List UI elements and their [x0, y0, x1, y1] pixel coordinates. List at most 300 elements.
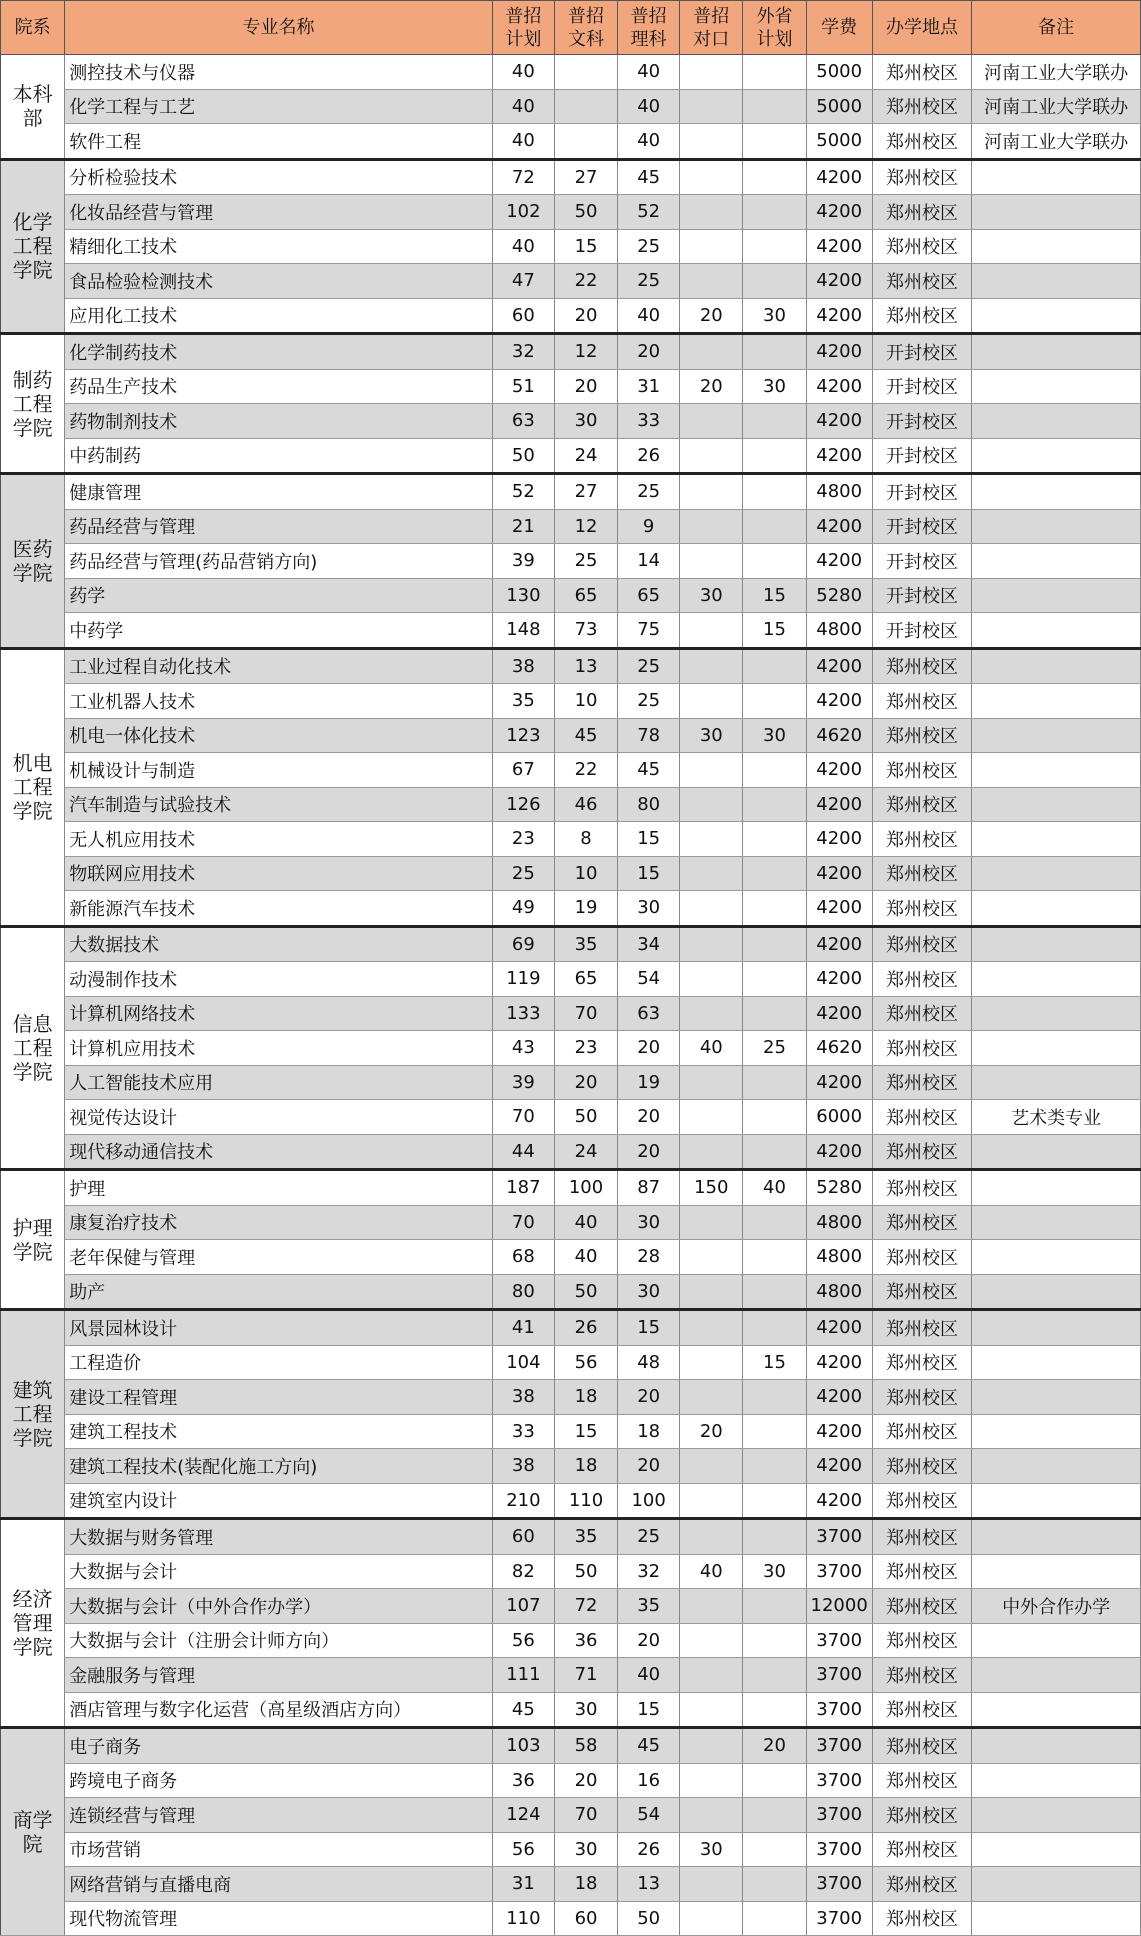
- fee-cell: 4200: [806, 822, 872, 857]
- fee-cell: 3700: [806, 1554, 872, 1589]
- waisheng-cell: [743, 996, 806, 1031]
- duikou-cell: [680, 1867, 743, 1902]
- plan-cell: 31: [492, 1867, 554, 1902]
- note-cell: [972, 474, 1141, 510]
- duikou-cell: [680, 613, 743, 649]
- waisheng-cell: [743, 1623, 806, 1658]
- table-row: [1, 229, 1141, 264]
- major-name-cell: 工程造价: [65, 1345, 493, 1380]
- waisheng-cell: [743, 1449, 806, 1484]
- plan-cell: 69: [492, 926, 554, 962]
- note-cell: [972, 822, 1141, 857]
- major-name-cell: 连锁经营与管理: [65, 1798, 493, 1833]
- plan-cell: 80: [492, 1274, 554, 1310]
- duikou-cell: [680, 1658, 743, 1693]
- table-row: [1, 1134, 1141, 1170]
- like-cell: 48: [618, 1345, 680, 1380]
- table-row: [1, 996, 1141, 1031]
- table-row: [1, 648, 1141, 684]
- wenke-cell: 12: [554, 509, 617, 544]
- wenke-cell: 20: [554, 1065, 617, 1100]
- duikou-cell: [680, 1274, 743, 1310]
- note-cell: [972, 613, 1141, 649]
- fee-cell: 4200: [806, 891, 872, 927]
- note-cell: 河南工业大学联办: [972, 124, 1141, 160]
- fee-cell: 4200: [806, 1380, 872, 1415]
- fee-cell: 4200: [806, 787, 872, 822]
- table-row: [1, 1100, 1141, 1135]
- like-cell: 28: [618, 1240, 680, 1275]
- waisheng-cell: [743, 1205, 806, 1240]
- location-cell: 郑州校区: [872, 1483, 971, 1519]
- wenke-cell: 40: [554, 1205, 617, 1240]
- note-cell: [972, 544, 1141, 579]
- waisheng-cell: [743, 1134, 806, 1170]
- location-cell: 郑州校区: [872, 229, 971, 264]
- plan-cell: 133: [492, 996, 554, 1031]
- plan-cell: 52: [492, 474, 554, 510]
- wenke-cell: 10: [554, 856, 617, 891]
- fee-cell: 4200: [806, 648, 872, 684]
- fee-cell: 4800: [806, 613, 872, 649]
- wenke-cell: 10: [554, 684, 617, 719]
- like-cell: 14: [618, 544, 680, 579]
- location-cell: 郑州校区: [872, 996, 971, 1031]
- major-name-cell: 药物制剂技术: [65, 404, 493, 439]
- fee-cell: 4200: [806, 856, 872, 891]
- dept-label: 医药学院: [12, 536, 53, 585]
- wenke-cell: 23: [554, 1031, 617, 1066]
- plan-cell: 36: [492, 1763, 554, 1798]
- location-cell: 郑州校区: [872, 822, 971, 857]
- fee-cell: 4200: [806, 1483, 872, 1519]
- location-cell: 郑州校区: [872, 1519, 971, 1555]
- location-cell: 开封校区: [872, 474, 971, 510]
- like-cell: 40: [618, 89, 680, 124]
- wenke-cell: 71: [554, 1658, 617, 1693]
- fee-cell: 4200: [806, 1449, 872, 1484]
- duikou-cell: [680, 1205, 743, 1240]
- location-cell: 郑州校区: [872, 1832, 971, 1867]
- location-cell: 郑州校区: [872, 1798, 971, 1833]
- duikou-cell: [680, 684, 743, 719]
- wenke-cell: 72: [554, 1589, 617, 1624]
- fee-cell: 3700: [806, 1658, 872, 1693]
- waisheng-cell: [743, 1763, 806, 1798]
- note-cell: [972, 1414, 1141, 1449]
- wenke-cell: 24: [554, 438, 617, 474]
- waisheng-cell: 30: [743, 718, 806, 753]
- location-cell: 开封校区: [872, 613, 971, 649]
- major-name-cell: 计算机网络技术: [65, 996, 493, 1031]
- waisheng-cell: [743, 1519, 806, 1555]
- major-name-cell: 药品经营与管理(药品营销方向): [65, 544, 493, 579]
- plan-cell: 60: [492, 1519, 554, 1555]
- note-cell: [972, 438, 1141, 474]
- table-row: [1, 1554, 1141, 1589]
- header-waisheng: 外省 计划: [743, 1, 806, 55]
- location-cell: 郑州校区: [872, 1414, 971, 1449]
- like-cell: 30: [618, 1274, 680, 1310]
- wenke-cell: 50: [554, 1274, 617, 1310]
- note-cell: [972, 926, 1141, 962]
- duikou-cell: [680, 926, 743, 962]
- waisheng-cell: 15: [743, 613, 806, 649]
- waisheng-cell: [743, 89, 806, 124]
- major-name-cell: 新能源汽车技术: [65, 891, 493, 927]
- like-cell: 40: [618, 1658, 680, 1693]
- waisheng-cell: [743, 926, 806, 962]
- note-cell: [972, 509, 1141, 544]
- note-cell: [972, 334, 1141, 370]
- location-cell: 郑州校区: [872, 891, 971, 927]
- wenke-cell: 15: [554, 229, 617, 264]
- fee-cell: 4200: [806, 996, 872, 1031]
- major-name-cell: 药品经营与管理: [65, 509, 493, 544]
- like-cell: 30: [618, 891, 680, 927]
- wenke-cell: 35: [554, 1519, 617, 1555]
- note-cell: [972, 578, 1141, 613]
- duikou-cell: 40: [680, 1031, 743, 1066]
- like-cell: 15: [618, 1310, 680, 1346]
- wenke-cell: 20: [554, 369, 617, 404]
- location-cell: 郑州校区: [872, 124, 971, 160]
- header-major: 专业名称: [65, 1, 493, 55]
- table-row: [1, 1867, 1141, 1902]
- wenke-cell: 26: [554, 1310, 617, 1346]
- dept-label: 商学院: [12, 1808, 53, 1856]
- duikou-cell: [680, 264, 743, 299]
- duikou-cell: [680, 89, 743, 124]
- fee-cell: 4200: [806, 369, 872, 404]
- dept-label: 信息工程学院: [12, 1011, 53, 1084]
- like-cell: 15: [618, 1692, 680, 1728]
- plan-cell: 39: [492, 544, 554, 579]
- table-row: [1, 613, 1141, 649]
- duikou-cell: [680, 229, 743, 264]
- location-cell: 开封校区: [872, 369, 971, 404]
- duikou-cell: [680, 1134, 743, 1170]
- waisheng-cell: [743, 55, 806, 90]
- wenke-cell: 20: [554, 298, 617, 334]
- note-cell: 艺术类专业: [972, 1100, 1141, 1135]
- table-header: [1, 1, 1141, 55]
- major-name-cell: 人工智能技术应用: [65, 1065, 493, 1100]
- table-row: [1, 856, 1141, 891]
- fee-cell: 3700: [806, 1798, 872, 1833]
- wenke-cell: 27: [554, 159, 617, 195]
- like-cell: 25: [618, 264, 680, 299]
- waisheng-cell: [743, 195, 806, 230]
- dept-cell: [1, 334, 65, 474]
- header-dept: 院系: [1, 1, 65, 55]
- header-note: 备注: [972, 1, 1141, 55]
- table-row: [1, 1274, 1141, 1310]
- major-name-cell: 测控技术与仪器: [65, 55, 493, 90]
- wenke-cell: 24: [554, 1134, 617, 1170]
- major-name-cell: 网络营销与直播电商: [65, 1867, 493, 1902]
- location-cell: 郑州校区: [872, 1345, 971, 1380]
- major-name-cell: 精细化工技术: [65, 229, 493, 264]
- dept-label: 制药工程学院: [12, 367, 53, 440]
- duikou-cell: [680, 787, 743, 822]
- plan-cell: 49: [492, 891, 554, 927]
- like-cell: 32: [618, 1554, 680, 1589]
- note-cell: [972, 1240, 1141, 1275]
- note-cell: [972, 1065, 1141, 1100]
- wenke-cell: 27: [554, 474, 617, 510]
- major-name-cell: 建设工程管理: [65, 1380, 493, 1415]
- waisheng-cell: [743, 404, 806, 439]
- dept-cell: [1, 926, 65, 1170]
- duikou-cell: 150: [680, 1170, 743, 1206]
- note-cell: [972, 1901, 1141, 1936]
- plan-cell: 123: [492, 718, 554, 753]
- table-row: [1, 1728, 1141, 1764]
- fee-cell: 3700: [806, 1519, 872, 1555]
- note-cell: [972, 1205, 1141, 1240]
- waisheng-cell: [743, 1832, 806, 1867]
- dept-label: 化学工程学院: [12, 210, 53, 283]
- waisheng-cell: [743, 1658, 806, 1693]
- waisheng-cell: 30: [743, 1554, 806, 1589]
- table-body: [1, 55, 1141, 1936]
- note-cell: [972, 1031, 1141, 1066]
- duikou-cell: 20: [680, 1414, 743, 1449]
- major-name-cell: 金融服务与管理: [65, 1658, 493, 1693]
- table-row: [1, 1380, 1141, 1415]
- major-name-cell: 工业机器人技术: [65, 684, 493, 719]
- duikou-cell: [680, 1240, 743, 1275]
- like-cell: 40: [618, 298, 680, 334]
- plan-cell: 103: [492, 1728, 554, 1764]
- duikou-cell: [680, 1763, 743, 1798]
- location-cell: 郑州校区: [872, 648, 971, 684]
- waisheng-cell: 15: [743, 578, 806, 613]
- fee-cell: 12000: [806, 1589, 872, 1624]
- duikou-cell: [680, 195, 743, 230]
- table-row: [1, 195, 1141, 230]
- header-fee: 学费: [806, 1, 872, 55]
- dept-label: 护理学院: [12, 1215, 53, 1264]
- like-cell: 16: [618, 1763, 680, 1798]
- fee-cell: 4800: [806, 1240, 872, 1275]
- waisheng-cell: [743, 648, 806, 684]
- like-cell: 100: [618, 1483, 680, 1519]
- location-cell: 郑州校区: [872, 159, 971, 195]
- plan-cell: 82: [492, 1554, 554, 1589]
- major-name-cell: 化妆品经营与管理: [65, 195, 493, 230]
- waisheng-cell: [743, 684, 806, 719]
- duikou-cell: [680, 1345, 743, 1380]
- like-cell: 52: [618, 195, 680, 230]
- waisheng-cell: [743, 1065, 806, 1100]
- major-name-cell: 分析检验技术: [65, 159, 493, 195]
- table-row: [1, 1763, 1141, 1798]
- location-cell: 郑州校区: [872, 684, 971, 719]
- waisheng-cell: 25: [743, 1031, 806, 1066]
- waisheng-cell: [743, 1414, 806, 1449]
- like-cell: 45: [618, 753, 680, 788]
- plan-cell: 35: [492, 684, 554, 719]
- plan-cell: 70: [492, 1100, 554, 1135]
- plan-cell: 40: [492, 124, 554, 160]
- major-name-cell: 应用化工技术: [65, 298, 493, 334]
- like-cell: 20: [618, 1449, 680, 1484]
- plan-cell: 40: [492, 55, 554, 90]
- location-cell: 郑州校区: [872, 1589, 971, 1624]
- waisheng-cell: [743, 1240, 806, 1275]
- major-name-cell: 物联网应用技术: [65, 856, 493, 891]
- note-cell: [972, 404, 1141, 439]
- location-cell: 郑州校区: [872, 1449, 971, 1484]
- location-cell: 郑州校区: [872, 926, 971, 962]
- major-name-cell: 汽车制造与试验技术: [65, 787, 493, 822]
- note-cell: [972, 891, 1141, 927]
- table-row: [1, 509, 1141, 544]
- wenke-cell: 36: [554, 1623, 617, 1658]
- table-row: [1, 1065, 1141, 1100]
- location-cell: 郑州校区: [872, 856, 971, 891]
- fee-cell: 5000: [806, 55, 872, 90]
- plan-cell: 60: [492, 298, 554, 334]
- plan-cell: 41: [492, 1310, 554, 1346]
- fee-cell: 4200: [806, 753, 872, 788]
- table-row: [1, 1589, 1141, 1624]
- duikou-cell: [680, 962, 743, 997]
- plan-cell: 32: [492, 334, 554, 370]
- wenke-cell: 50: [554, 1100, 617, 1135]
- note-cell: 河南工业大学联办: [972, 55, 1141, 90]
- dept-label: 本科部: [12, 82, 53, 131]
- table-row: [1, 55, 1141, 90]
- like-cell: 65: [618, 578, 680, 613]
- fee-cell: 4200: [806, 1345, 872, 1380]
- fee-cell: 4200: [806, 1310, 872, 1346]
- plan-cell: 68: [492, 1240, 554, 1275]
- fee-cell: 3700: [806, 1832, 872, 1867]
- location-cell: 开封校区: [872, 509, 971, 544]
- fee-cell: 4200: [806, 926, 872, 962]
- duikou-cell: [680, 159, 743, 195]
- like-cell: 15: [618, 822, 680, 857]
- fee-cell: 4800: [806, 474, 872, 510]
- duikou-cell: 20: [680, 298, 743, 334]
- note-cell: [972, 1483, 1141, 1519]
- major-name-cell: 机械设计与制造: [65, 753, 493, 788]
- fee-cell: 3700: [806, 1901, 872, 1936]
- location-cell: 开封校区: [872, 404, 971, 439]
- note-cell: [972, 1170, 1141, 1206]
- fee-cell: 5280: [806, 1170, 872, 1206]
- fee-cell: 5000: [806, 124, 872, 160]
- location-cell: 郑州校区: [872, 1763, 971, 1798]
- duikou-cell: 30: [680, 1832, 743, 1867]
- dept-label: 机电工程学院: [12, 751, 53, 823]
- like-cell: 25: [618, 229, 680, 264]
- like-cell: 80: [618, 787, 680, 822]
- table-row: [1, 1414, 1141, 1449]
- major-name-cell: 视觉传达设计: [65, 1100, 493, 1135]
- table-row: [1, 1623, 1141, 1658]
- location-cell: 开封校区: [872, 334, 971, 370]
- duikou-cell: 30: [680, 578, 743, 613]
- duikou-cell: [680, 474, 743, 510]
- table-row: [1, 1205, 1141, 1240]
- wenke-cell: [554, 124, 617, 160]
- duikou-cell: [680, 544, 743, 579]
- plan-cell: 110: [492, 1901, 554, 1936]
- duikou-cell: 30: [680, 718, 743, 753]
- header-wenke: 普招 文科: [554, 1, 617, 55]
- plan-cell: 38: [492, 1449, 554, 1484]
- note-cell: [972, 1274, 1141, 1310]
- wenke-cell: 58: [554, 1728, 617, 1764]
- like-cell: 18: [618, 1414, 680, 1449]
- plan-cell: 21: [492, 509, 554, 544]
- like-cell: 20: [618, 1623, 680, 1658]
- dept-label: 经济管理学院: [12, 1587, 53, 1659]
- note-cell: [972, 1519, 1141, 1555]
- note-cell: [972, 962, 1141, 997]
- table-row: [1, 124, 1141, 160]
- table-row: [1, 298, 1141, 334]
- plan-cell: 50: [492, 438, 554, 474]
- table-row: [1, 159, 1141, 195]
- wenke-cell: 18: [554, 1380, 617, 1415]
- note-cell: [972, 1867, 1141, 1902]
- fee-cell: 4200: [806, 334, 872, 370]
- major-name-cell: 动漫制作技术: [65, 962, 493, 997]
- location-cell: 郑州校区: [872, 1274, 971, 1310]
- wenke-cell: 60: [554, 1901, 617, 1936]
- major-name-cell: 中药学: [65, 613, 493, 649]
- note-cell: [972, 1658, 1141, 1693]
- like-cell: 13: [618, 1867, 680, 1902]
- waisheng-cell: 30: [743, 369, 806, 404]
- wenke-cell: 65: [554, 578, 617, 613]
- note-cell: [972, 1798, 1141, 1833]
- dept-cell: [1, 1170, 65, 1310]
- table-row: [1, 1658, 1141, 1693]
- duikou-cell: [680, 1798, 743, 1833]
- location-cell: 郑州校区: [872, 195, 971, 230]
- plan-cell: 38: [492, 648, 554, 684]
- location-cell: 郑州校区: [872, 1867, 971, 1902]
- like-cell: 15: [618, 856, 680, 891]
- fee-cell: 4620: [806, 1031, 872, 1066]
- dept-cell: [1, 55, 65, 160]
- plan-cell: 124: [492, 1798, 554, 1833]
- like-cell: 30: [618, 1205, 680, 1240]
- waisheng-cell: [743, 124, 806, 160]
- wenke-cell: 13: [554, 648, 617, 684]
- table-row: [1, 1170, 1141, 1206]
- wenke-cell: 110: [554, 1483, 617, 1519]
- like-cell: 33: [618, 404, 680, 439]
- location-cell: 郑州校区: [872, 1692, 971, 1728]
- fee-cell: 4200: [806, 438, 872, 474]
- fee-cell: 3700: [806, 1867, 872, 1902]
- location-cell: 郑州校区: [872, 1310, 971, 1346]
- duikou-cell: [680, 1728, 743, 1764]
- duikou-cell: [680, 1519, 743, 1555]
- location-cell: 郑州校区: [872, 1623, 971, 1658]
- table-row: [1, 1240, 1141, 1275]
- wenke-cell: 20: [554, 1763, 617, 1798]
- table-row: [1, 544, 1141, 579]
- major-name-cell: 建筑工程技术(装配化施工方向): [65, 1449, 493, 1484]
